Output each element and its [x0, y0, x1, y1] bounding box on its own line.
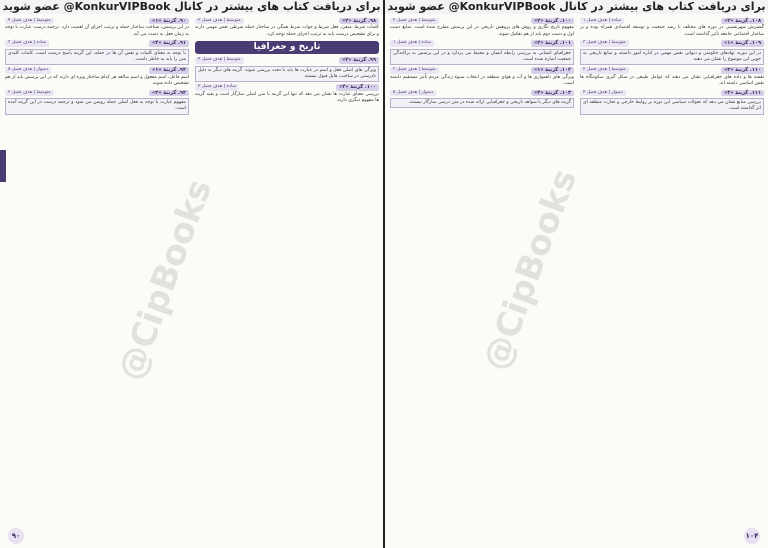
- page-number: ۹۰: [8, 528, 24, 544]
- answer-explanation: در این دوره، نهادهای حکومتی و دیوانی نقش مهمی در اداره امور داشتند و منابع تاریخی به خوبی این موضوع را نشان می دهند.: [580, 49, 764, 66]
- answer-explanation: در این پرسش، شناخت ساختار جمله و ترتیب اجزای آن اهمیت دارد. ترجمه درست عبارت با توجه به زمان فعل به دست می آید.: [5, 25, 189, 37]
- question-meta-badge: ساده | هدف فصل ۲: [195, 84, 239, 90]
- question-header: [390, 90, 574, 96]
- question-number: ۱۰۹. گزینهٔ «۱»: [721, 40, 764, 46]
- answer-explanation: ویژگی های اصلی فعل و اسم در عبارت ها باید با دقت بررسی شوند. گزینه های دیگر به دلیل نادرستی در ساخت، قابل قبول نیستند.: [195, 66, 379, 83]
- question-header: [390, 40, 574, 46]
- right-page: [385, 0, 768, 548]
- answer-explanation: ویژگی های ناهمواری ها و آب و هوای منطقه در انتخاب شیوه زندگی مردم تأثیر مستقیم داشته است.: [390, 74, 574, 87]
- left-page: [0, 0, 383, 548]
- question-header: [390, 67, 574, 73]
- question-header: [580, 67, 764, 73]
- question-meta-badge: دشوار | هدف فصل ۵: [5, 67, 51, 73]
- left-page-column-left: [5, 16, 189, 526]
- question-number: ۹۲. گزینهٔ «۱»: [149, 67, 189, 73]
- question-header: [390, 18, 574, 24]
- right-page-column-right: [580, 16, 764, 526]
- question-meta-badge: ساده | هدف فصل ۱: [580, 18, 624, 24]
- question-header: [5, 18, 189, 24]
- question-header: [195, 84, 379, 90]
- question-number: ۹۱. گزینهٔ «۴»: [149, 40, 189, 46]
- question-number: ۹۹. گزینهٔ «۲»: [339, 57, 379, 63]
- question-meta-badge: دشوار | هدف فصل ۵: [390, 90, 436, 96]
- question-meta-badge: ساده | هدف فصل ۱: [390, 40, 434, 46]
- answer-explanation: نقشه ها و داده های جغرافیایی نشان می دهند که عوامل طبیعی در شکل گیری سکونتگاه ها نقش اساسی داشته اند.: [580, 74, 764, 87]
- question-number: ۹۳. گزینهٔ «۳»: [149, 90, 189, 96]
- question-meta-badge: متوسط | هدف فصل ۴: [195, 57, 244, 63]
- question-number: ۹۰. گزینهٔ «۱»: [149, 18, 189, 24]
- question-number: ۱۰۰. گزینهٔ «۲»: [531, 18, 574, 24]
- question-meta-badge: متوسط | هدف فصل ۳: [390, 67, 439, 73]
- question-number: ۱۱۱. گزینهٔ «۴»: [721, 90, 764, 96]
- right-page-column-left: [390, 16, 574, 526]
- question-number: ۹۸. گزینهٔ «۲»: [339, 18, 379, 24]
- answer-explanation: بررسی منابع نشان می دهد که تحولات سیاسی این دوره بر روابط خارجی و تجارت منطقه ای اثر گذاشته است.: [580, 98, 764, 115]
- question-meta-badge: متوسط | هدف فصل ۴: [5, 18, 54, 24]
- answer-explanation: جغرافیای انسانی به بررسی رابطه انسان و محیط می پردازد و در این پرسش به پراکندگی جمعیت اشاره شده است.: [390, 49, 574, 66]
- answer-explanation: بررسی معنای عبارت ها نشان می دهد که تنها این گزینه با متن اصلی سازگار است و بقیه گزینه ها مفهوم دیگری دارند.: [195, 91, 379, 104]
- question-header: [195, 18, 379, 24]
- question-meta-badge: متوسط | هدف فصل ۲: [390, 18, 439, 24]
- answer-explanation: گزینه های دیگر با شواهد تاریخی و جغرافیایی ارائه شده در متن درسی سازگار نیستند.: [390, 98, 574, 108]
- left-page-column-right: [195, 16, 379, 526]
- answer-explanation: مفهوم تاریخ نگاری و روش های پژوهش تاریخی در این پرسش مطرح شده است. منابع دست اول و دست دوم باید از هم تفکیک شوند.: [390, 25, 574, 37]
- question-number: ۱۰۱. گزینهٔ «۳»: [531, 40, 574, 46]
- question-meta-badge: ساده | هدف فصل ۳: [5, 40, 49, 46]
- answer-explanation: گسترش شهرنشینی در دوره های مختلف با رشد جمعیت و توسعه اقتصادی همراه بوده و بر ساختار اجتماعی جامعه تأثیر گذاشته است.: [580, 25, 764, 37]
- question-number: ۱۱۰. گزینهٔ «۳»: [721, 67, 764, 73]
- page-number: ۱۰۴: [744, 528, 760, 544]
- question-number: ۱۰۲. گزینهٔ «۱»: [531, 67, 574, 73]
- channel-banner: برای دریافت کتاب های بیشتر در کانال KonkurVIPBook@ عضو شوید: [385, 0, 768, 14]
- question-header: [580, 90, 764, 96]
- question-header: [5, 40, 189, 46]
- question-meta-badge: متوسط | هدف فصل ۲: [580, 67, 629, 73]
- question-meta-badge: متوسط | هدف فصل ۳: [580, 40, 629, 46]
- answer-explanation: با توجه به معنای کلمات و نقش آن ها در جمله، این گزینه پاسخ درست است. کلمات کلیدی متن را باید به خاطر داشت.: [5, 49, 189, 66]
- answer-explanation: اسم فاعل، اسم مفعول و اسم مبالغه هر کدام ساختار ویژه ای دارند که در این پرسش باید از هم تشخیص داده شوند.: [5, 74, 189, 87]
- question-number: ۱۰۰. گزینهٔ «۴»: [336, 84, 379, 90]
- question-header: [195, 57, 379, 63]
- question-number: ۱۰۸. گزینهٔ «۲»: [721, 18, 764, 24]
- question-header: [5, 67, 189, 73]
- question-meta-badge: متوسط | هدف فصل ۲: [5, 90, 54, 96]
- watermark-text: @CipBooks: [475, 164, 585, 376]
- question-header: [580, 18, 764, 24]
- watermark-text: @CipBooks: [110, 174, 220, 386]
- answer-explanation: کلمات شرط، منفی، فعل شرط و جواب شرط همگی در ساختار جمله شرطی نقش مهمی دارند و برای تشخیص درست باید به ترتیب اجزای جمله توجه کرد.: [195, 25, 379, 37]
- question-meta-badge: متوسط | هدف فصل ۲: [195, 18, 244, 24]
- question-number: ۱۰۳. گزینهٔ «۴»: [531, 90, 574, 96]
- answer-explanation: مفهوم عبارت با توجه به فعل اصلی جمله روشن می شود و ترجمه درست در این گزینه آمده است.: [5, 98, 189, 115]
- section-title: تاریخ و جغرافیا: [195, 41, 379, 54]
- question-header: [580, 40, 764, 46]
- question-header: [5, 90, 189, 96]
- channel-banner: برای دریافت کتاب های بیشتر در کانال KonkurVIPBook@ عضو شوید: [0, 0, 383, 14]
- question-meta-badge: دشوار | هدف فصل ۴: [580, 90, 626, 96]
